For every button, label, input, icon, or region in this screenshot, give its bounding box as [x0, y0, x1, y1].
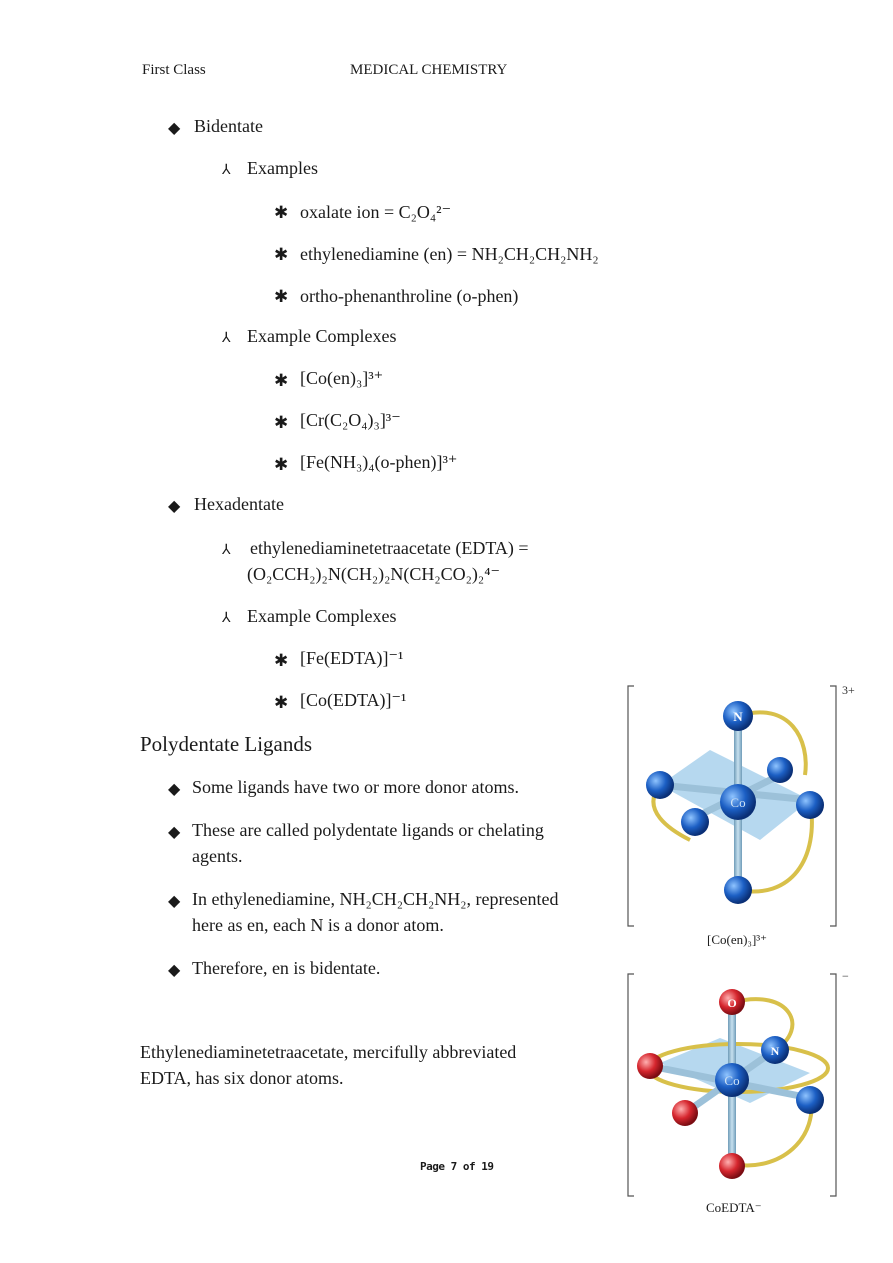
example-phen: ortho-phenanthroline (o-phen): [300, 286, 519, 306]
edta-formula-line2: (O₂CCH₂)₂N(CH₂)₂N(CH₂CO₂)₂⁴⁻: [247, 564, 500, 584]
polydentate-point-3a: In ethylenediamine, NH₂CH₂CH₂NH₂, represented: [192, 889, 559, 909]
star-bullet: ✱: [274, 203, 289, 222]
header-class: First Class: [142, 62, 206, 78]
diamond-bullet: ◆: [168, 962, 181, 979]
co-en-caption: [Co(en)₃]³⁺: [707, 932, 768, 947]
diamond-bullet: ◆: [168, 824, 181, 841]
charge-label: 3+: [842, 683, 855, 697]
hexa-complexes-label: Example Complexes: [247, 606, 397, 626]
complex-co-en: [Co(en)₃]³⁺: [300, 368, 384, 388]
star-bullet: ✱: [274, 651, 289, 670]
triangle-bullet: ⅄: [222, 611, 231, 626]
star-bullet: ✱: [274, 287, 289, 306]
star-bullet: ✱: [274, 371, 289, 390]
co-edta-caption: CoEDTA⁻: [706, 1200, 762, 1215]
top-atom-label: O: [727, 996, 737, 1010]
star-bullet: ✱: [274, 245, 289, 264]
star-bullet: ✱: [274, 693, 289, 712]
polydentate-point-4: Therefore, en is bidentate.: [192, 958, 381, 978]
side-atom-label: N: [770, 1044, 780, 1058]
charge-label: −: [842, 969, 849, 983]
complexes-label: Example Complexes: [247, 326, 397, 346]
triangle-bullet: ⅄: [222, 543, 231, 558]
polydentate-point-2b: agents.: [192, 846, 243, 866]
co-edta-molecule-diagram: [620, 968, 860, 1208]
page-number: Page 7 of 19: [420, 1160, 494, 1173]
co-en-molecule-diagram: [620, 680, 860, 950]
polydentate-heading: Polydentate Ligands: [140, 732, 313, 756]
complex-cr-ox: [Cr(C₂O₄)₃]³⁻: [300, 410, 401, 430]
top-atom-label: N: [733, 709, 743, 724]
edta-note-line1: Ethylenediaminetetraacetate, mercifully abbreviated: [140, 1042, 517, 1062]
hexadentate-title: Hexadentate: [194, 494, 284, 514]
center-atom-label: Co: [730, 795, 746, 810]
triangle-bullet: ⅄: [222, 331, 231, 346]
polydentate-point-3b: here as en, each N is a donor atom.: [192, 915, 444, 935]
diamond-bullet: ◆: [168, 781, 181, 798]
co-en-figure: [620, 680, 860, 950]
example-en: ethylenediamine (en) = NH₂CH₂CH₂NH₂: [300, 244, 599, 264]
complex-fe-edta: [Fe(EDTA)]⁻¹: [300, 648, 404, 668]
examples-label: Examples: [247, 158, 318, 178]
bidentate-title: Bidentate: [194, 116, 263, 136]
complex-fe-phen: [Fe(NH₃)₄(o-phen)]³⁺: [300, 452, 458, 472]
diamond-bullet: ◆: [168, 893, 181, 910]
edta-formula-line1: ethylenediaminetetraacetate (EDTA) =: [250, 538, 529, 558]
star-bullet: ✱: [274, 455, 289, 474]
diamond-bullet: ◆: [168, 120, 181, 137]
polydentate-point-1: Some ligands have two or more donor atoms.: [192, 777, 519, 797]
center-atom-label: Co: [724, 1073, 740, 1088]
triangle-bullet: ⅄: [222, 163, 231, 178]
co-edta-figure: [620, 968, 860, 1208]
complex-co-edta: [Co(EDTA)]⁻¹: [300, 690, 407, 710]
polydentate-point-2a: These are called polydentate ligands or chelating: [192, 820, 544, 840]
edta-note-line2: EDTA, has six donor atoms.: [140, 1068, 344, 1088]
diamond-bullet: ◆: [168, 498, 181, 515]
header-title: MEDICAL CHEMISTRY: [350, 62, 508, 78]
star-bullet: ✱: [274, 413, 289, 432]
example-oxalate: oxalate ion = C₂O₄²⁻: [300, 202, 452, 222]
